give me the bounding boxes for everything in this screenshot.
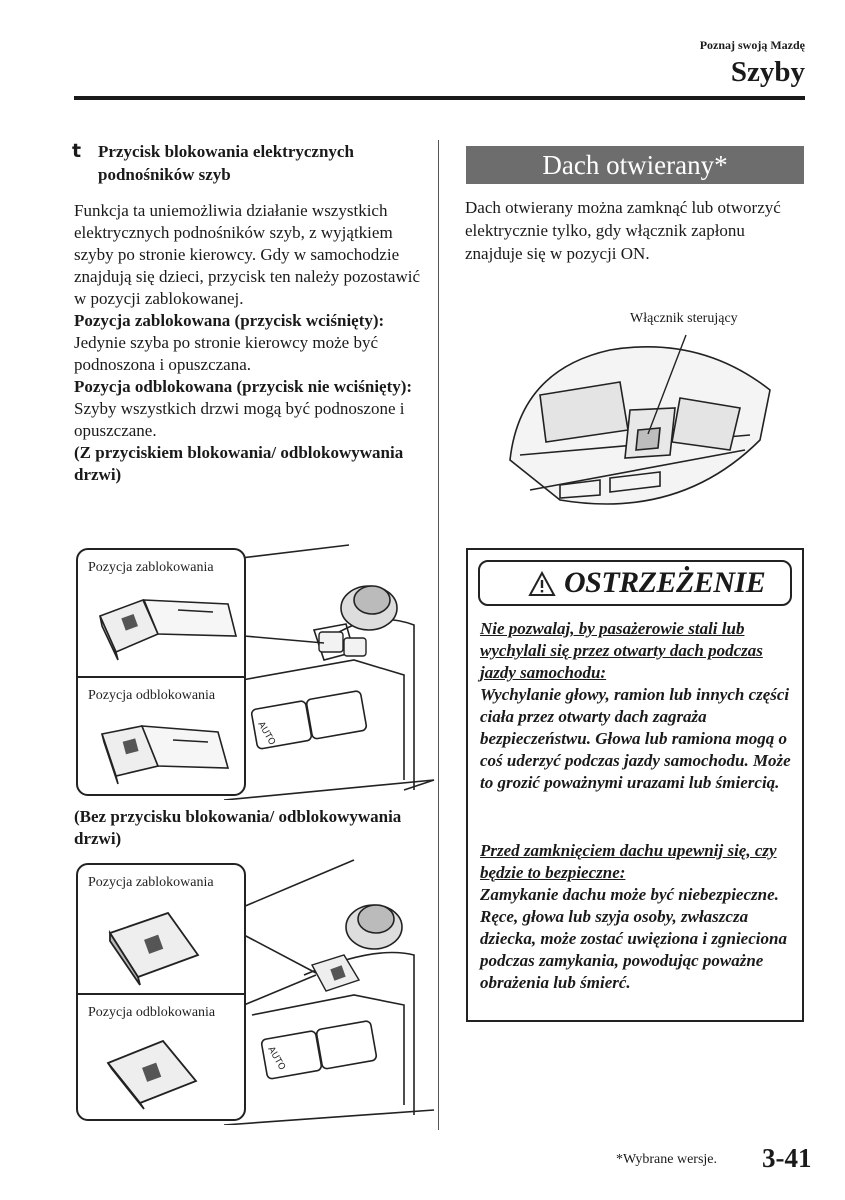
overhead-console-illustration: [500, 330, 790, 530]
auto-label-1: AUTO: [255, 720, 277, 748]
callout-box-1: [76, 548, 246, 796]
sunroof-body: Dach otwierany można zamknąć lub otworzyć elektrycznie tylko, gdy włącznik zapłonu znajduje się w pozycji ON.: [465, 198, 781, 263]
warning-title: OSTRZEŻENIE: [564, 566, 766, 599]
header-rule: [74, 96, 805, 100]
locked-text: Jedynie szyba po stronie kierowcy może być podnoszona i opuszczana.: [74, 333, 379, 374]
warning-2: [480, 840, 796, 994]
unlocked-position-label: Pozycja odblokowania: [88, 688, 216, 703]
left-body: [74, 200, 424, 486]
callout-separator-2: [78, 993, 244, 995]
with-lock-caption: (Z przyciskiem blokowania/ odblokowywania drzwi): [74, 443, 404, 484]
locked-switch-icon-2: [78, 903, 244, 989]
locked-switch-icon: [78, 586, 244, 670]
warning-header: [478, 560, 792, 606]
figure-without-lock: [74, 855, 436, 1125]
warning-1-text: Wychylanie głowy, ramion lub innych części ciała przez otwarty dach zagraża bezpieczeństwu. Głowa lub ramiona mogą o coś uderzyć podczas jazdy samochodu. Może to grozić poważnymi urazami lub śmiercią.: [480, 685, 791, 792]
header-manual-title: Poznaj swoją Mazdę: [699, 38, 805, 52]
intro-paragraph: Funkcja ta uniemożliwia działanie wszystkich elektrycznych podnośników szyb, z wyjątkiem szyby po stronie kierowcy. Gdy w samochodzie znajdują się dzieci, przycisk ten należy pozostawić w pozycji zablokowanej.: [74, 201, 420, 308]
unlocked-switch-icon: [78, 708, 244, 792]
auto-label-2: AUTO: [265, 1045, 287, 1073]
warning-2-text: Zamykanie dachu może być niebezpieczne. Ręce, głowa lub szyja osoby, zwłaszcza dziecka, może zostać uwięziona i zgnieciona podczas zamykania, powodując poważne obrażenia lub śmierć.: [480, 885, 787, 992]
unlocked-text: Szyby wszystkich drzwi mogą być podnoszone i opuszczane.: [74, 399, 405, 440]
warning-1-heading: Nie pozwalaj, by pasażerowie stali lub wychylali się przez otwarty dach podczas jazdy samochodu:: [480, 619, 763, 682]
figure-with-lock: [74, 540, 436, 800]
section-title: Przycisk blokowania elektrycznych podnośników szyb: [98, 142, 354, 184]
locked-position-label: Pozycja zablokowania: [88, 560, 214, 575]
unlocked-position-label-2: Pozycja odblokowania: [88, 1005, 216, 1020]
unlocked-heading: Pozycja odblokowana (przycisk nie wciśnięty):: [74, 377, 413, 396]
locked-heading: Pozycja zablokowana (przycisk wciśnięty):: [74, 311, 385, 330]
without-lock-caption-wrap: [74, 806, 424, 850]
warning-2-heading: Przed zamknięciem dachu upewnij się, czy będzie to bezpieczne:: [480, 841, 777, 882]
column-divider: [438, 140, 439, 1130]
warning-triangle-icon: [528, 571, 556, 597]
control-switch-label: Włącznik sterujący: [630, 311, 738, 326]
without-lock-caption: (Bez przycisku blokowania/ odblokowywania drzwi): [74, 807, 402, 848]
section-bullet: t: [72, 140, 82, 162]
callout-separator: [78, 676, 244, 678]
header-section-title: Szyby: [730, 56, 805, 88]
unlocked-switch-icon-2: [78, 1027, 244, 1113]
warning-1: [480, 618, 796, 794]
locked-position-label-2: Pozycja zablokowania: [88, 875, 214, 890]
warning-box: [466, 548, 804, 1022]
footer-note: *Wybrane wersje.: [616, 1152, 718, 1167]
page-number: 3-41: [762, 1143, 812, 1173]
callout-box-2: [76, 863, 246, 1121]
sunroof-banner: Dach otwierany*: [466, 146, 804, 184]
